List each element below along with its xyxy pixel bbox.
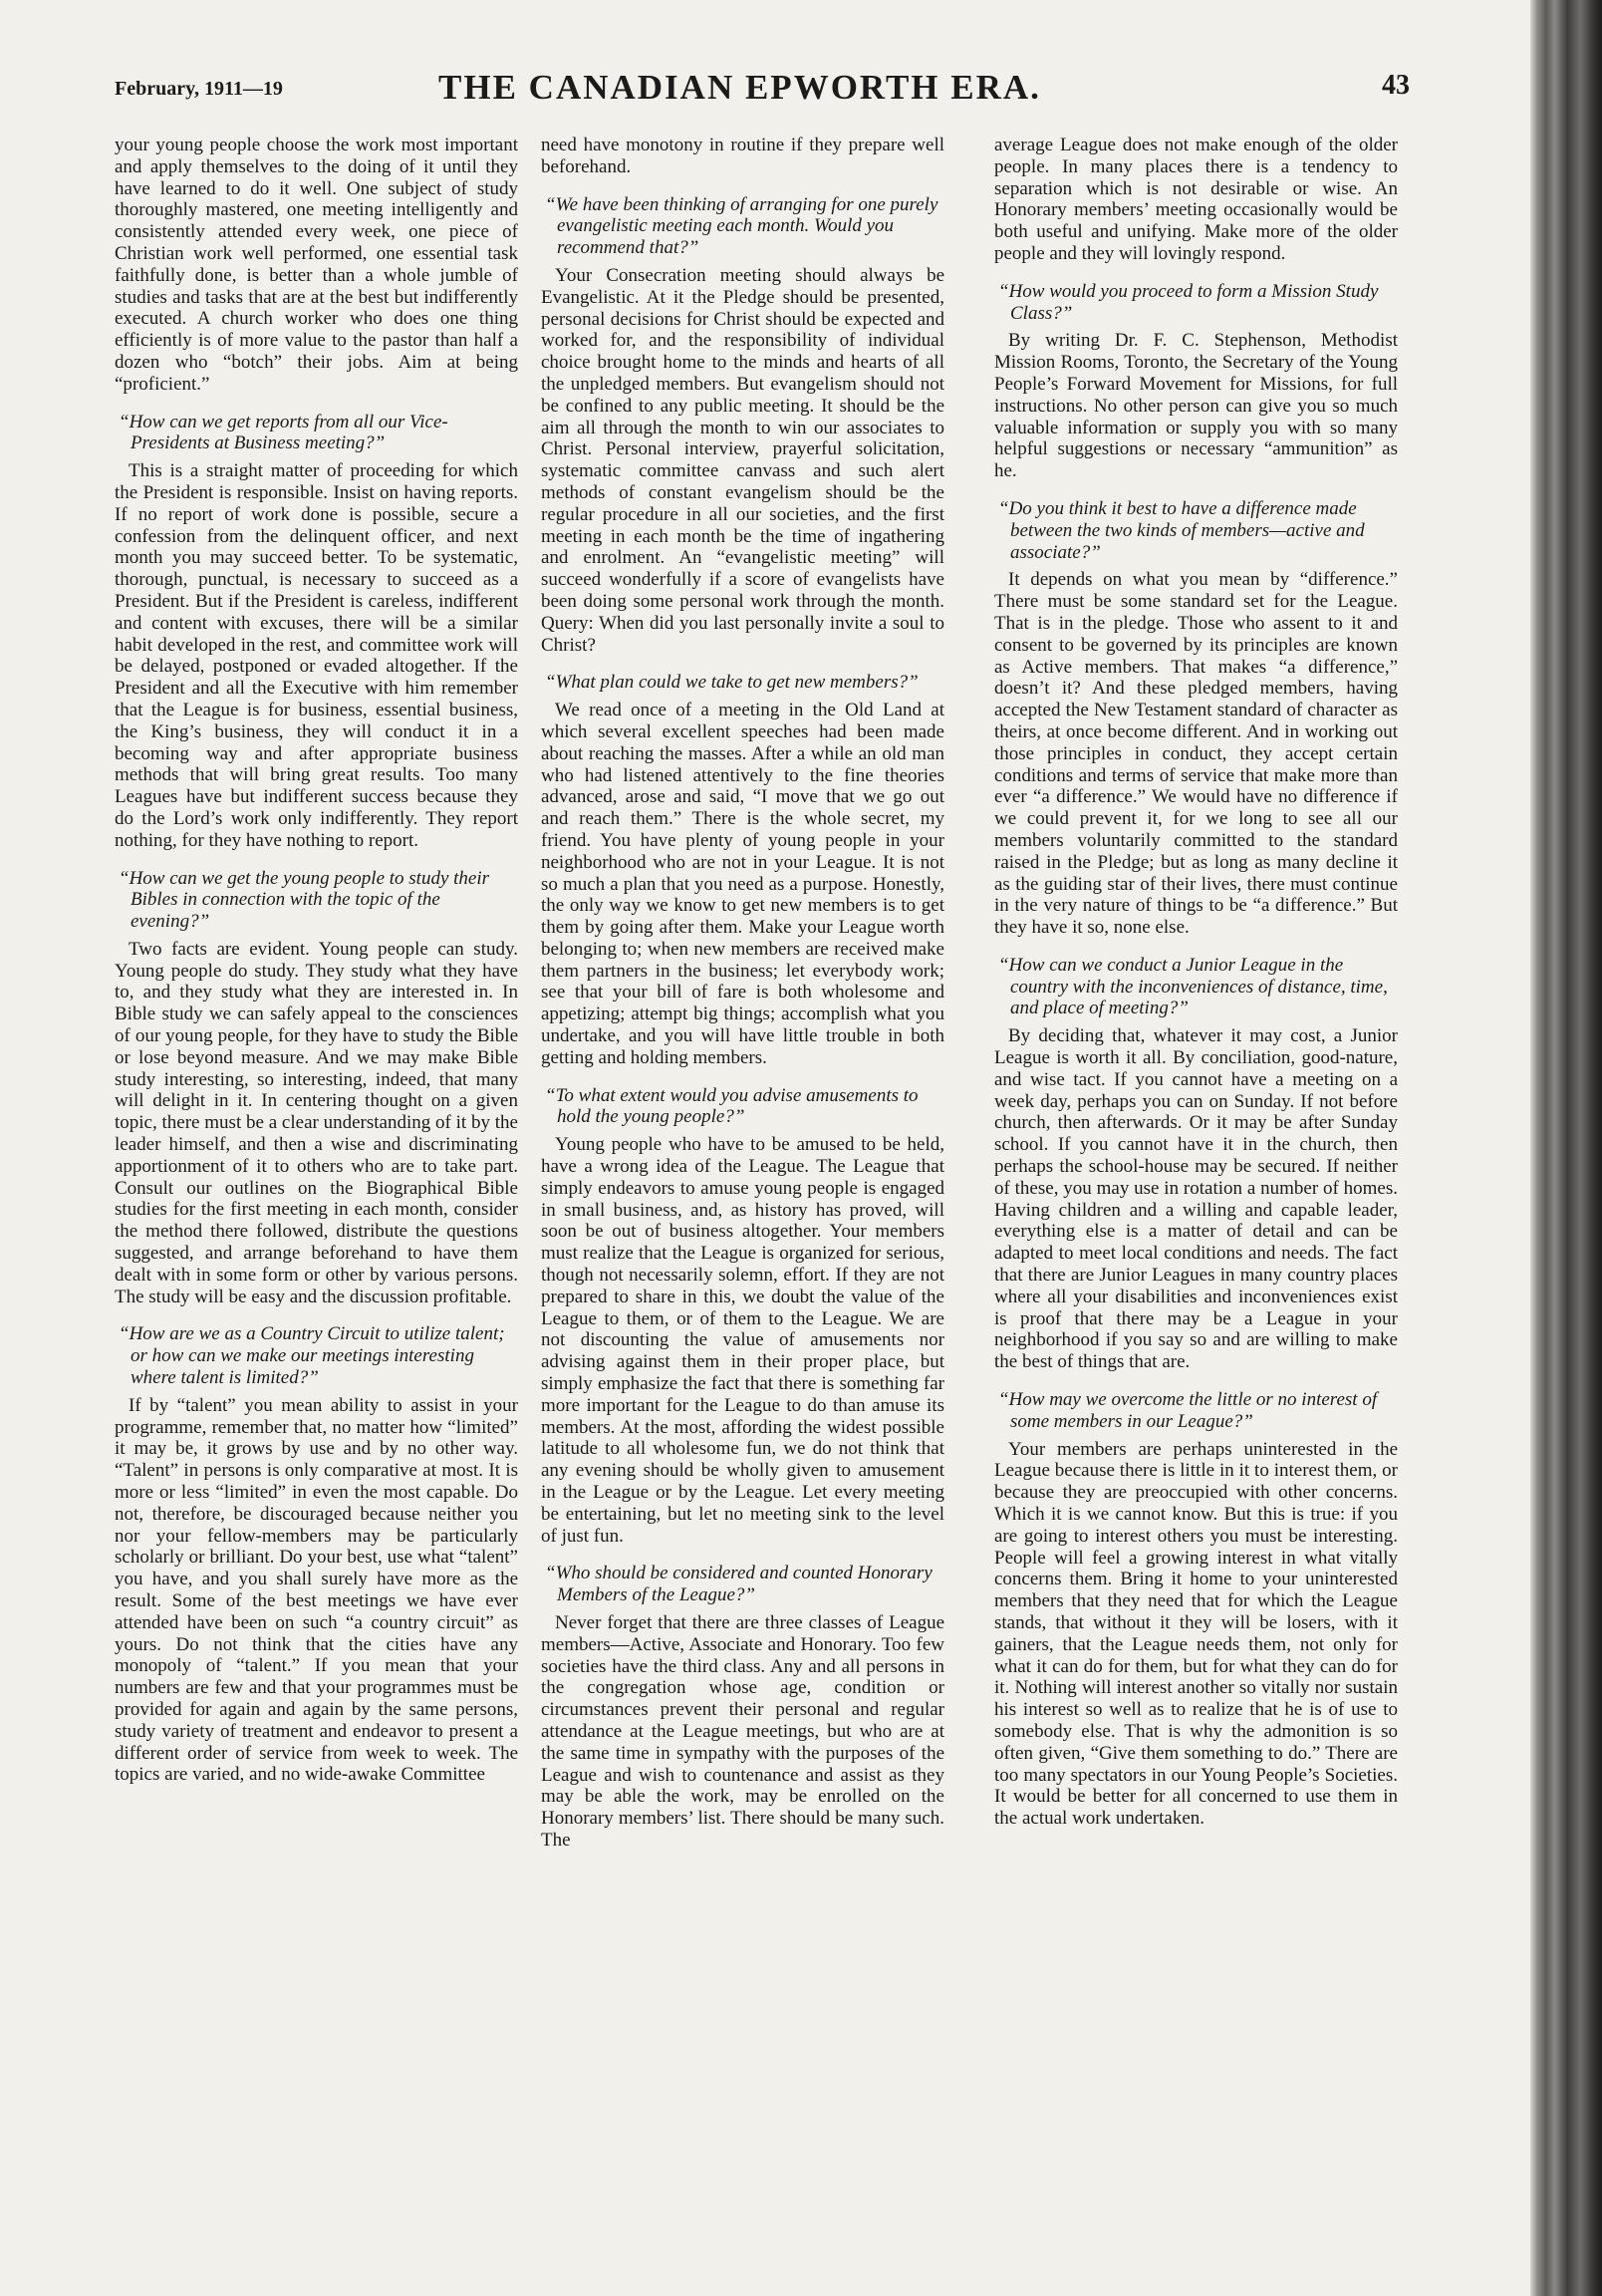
answer-paragraph: need have monotony in routine if they prepare well beforehand. [541, 135, 944, 177]
answer-paragraph: Young people who have to be amused to be held, have a wrong idea of the League. The League that simply endeavors to amuse young people is engaged in small business, and, as history has proved, will soon be out of business altogether. Your members must realize that the League is organized for serious, though not necessarily solemn, effort. If they are not prepared to share in this, we doubt the value of the League to them, or of them to the League. We are not discounting the value of amusements nor advising against them in their proper place, but simply emphasize the fact that there is something far more important for the League to do than amuse its members. At the most, affording the widest possible latitude to all wholesome fun, we do not think that any evening should be wholly given to amusement in the League or by the League. Let every meeting be entertaining, but let no meeting sink to the level of just fun. [541, 1134, 944, 1547]
issue-date: February, 1911—19 [115, 78, 283, 100]
answer-paragraph: We read once of a meeting in the Old Land at which several excellent speeches had been made about reaching the masses. After a while an old man who had listened attentively to the fine theories advanced, arose and said, “I move that we go out and reach them.” There is the whole secret, my friend. You have plenty of young people in your neighborhood who are not in your League. It is not so much a plan that you need as a purpose. Honestly, the only way we know to get new members is to get them by going after them. Make your League worth belonging to; when new members are received make them partners in the business; let everybody work; see that your bill of fare is both wholesome and appetizing; attempt big things; accomplish what you undertake, and you will have little trouble in both getting and holding members. [541, 700, 944, 1068]
answer-paragraph: By writing Dr. F. C. Stephenson, Methodist Mission Rooms, Toronto, the Secretary of the Young People’s Forward Movement for Missions, for full instructions. No other person can give you so much valuable information or supply you with so many helpful suggestions or necessary “ammunition” as he. [994, 330, 1398, 482]
answer-paragraph: average League does not make enough of the older people. In many places there is a tendency to separation which is not desirable or wise. An Honorary members’ meeting occasionally would be both useful and unifying. Make more of the older people and they will lovingly respond. [994, 135, 1398, 264]
question-heading: “How are we as a Country Circuit to utilize talent; or how can we make our meetings interesting where talent is limited?” [119, 1323, 505, 1389]
question-heading: “Who should be considered and counted Honorary Members of the League?” [545, 1563, 933, 1606]
question-heading: “Do you think it best to have a difference made between the two kinds of members—active and associate?” [998, 497, 1365, 563]
book-binding-edge [1530, 0, 1602, 2296]
question-heading: “What plan could we take to get new members?” [545, 672, 919, 694]
question-heading: “How can we get reports from all our Vice-Presidents at Business meeting?” [119, 411, 448, 454]
question-heading: “To what extent would you advise amusements to hold the young people?” [545, 1084, 919, 1128]
question-heading: “How can we get the young people to study their Bibles in connection with the topic of the evening?” [119, 867, 490, 933]
column-3 [994, 135, 1398, 2177]
answer-paragraph: Your members are perhaps uninterested in the League because there is little in it to interest them, or because they are preoccupied with other concerns. Which it is we cannot know. But this is true: if you are going to interest others you must be interesting. People will feel a growing interest in what vitally concerns them. Bring it home to your uninterested members that they need that for which the League stands, that without it they will be losers, with it gainers, that the League needs them, not only for what it can do for them, but for what they can do for it. Nothing will interest another so vitally nor sustain his interest so well as to realize that he is of use to somebody else. That is why the admonition is so often given, “Give them something to do.” There are too many spectators in our Young People’s Societies. It would be better for all concerned to use them in the actual work undertaken. [994, 1438, 1398, 1830]
answer-paragraph: By deciding that, whatever it may cost, a Junior League is worth it all. By conciliation, good-nature, and wise tact. If you cannot have a meeting on a week day, perhaps you can on Sunday. If not before church, then afterwards. Or it may be after Sunday school. If you cannot have it in the church, then perhaps the school-house may be secured. If neither of these, you may use in rotation a number of homes. Having children and a willing and capable leader, everything else is a matter of detail and can be adapted to meet local conditions and needs. The fact that there are Junior Leagues in many country places where all your disabilities and inconveniences exist is proof that there may be a League in your neighborhood if you say so and are willing to make the best of things that are. [994, 1025, 1398, 1373]
column-2 [541, 135, 944, 2177]
answer-paragraph: Never forget that there are three classes of League members—Active, Associate and Honorary. Too few societies have the third class. Any and all persons in the congregation whose age, condition or circumstances prevent their personal and regular attendance at the League meetings, but who are at the same time in sympathy with the purposes of the League and wish to countenance and assist as they may be able the work, may be enrolled on the Honorary members’ list. There should be many such. The [541, 1612, 944, 1851]
answer-paragraph: This is a straight matter of proceeding for which the President is responsible. Insist on having reports. If no report of work done is possible, secure a confession from the delinquent officer, and next month you may succeed better. To be systematic, thorough, punctual, is necessary to succeed as a President. But if the President is careless, indifferent and content with excuses, there will be a similar habit developed in the rest, and committee work will be delayed, postponed or evaded altogether. If the President and all the Executive with him remember that the League is for business, essential business, the King’s business, they will conduct it in a becoming way and after appropriate business methods that will bring great results. Too many Leagues have but indifferent success because they do the Lord’s work only indifferently. They report nothing, for they have nothing to report. [115, 460, 518, 851]
page-header [115, 68, 1410, 118]
answer-paragraph: your young people choose the work most important and apply themselves to the doing of it until they have learned to do it well. One subject of study thoroughly mastered, one meeting intelligently and consistently attended every week, one piece of Christian work well performed, one essential task faithfully done, is better than a whole jumble of studies and tasks that are at the best but indifferently executed. A church worker who does one thing efficiently is of more value to the pastor than half a dozen who “botch” their jobs. Aim at being “proficient.” [115, 135, 518, 395]
column-1 [115, 135, 518, 2177]
magazine-title: THE CANADIAN EPWORTH ERA. [438, 68, 1041, 107]
answer-paragraph: Your Consecration meeting should always be Evangelistic. At it the Pledge should be presented, personal decisions for Christ should be expected and worked for, and the responsibility of individual choice brought home to the minds and hearts of all the unpledged members. But evangelism should not be confined to any public meeting. It should be the aim all through the month to win our associates to Christ. Personal interview, prayerful solicitation, systematic committee canvass and such alert methods of constant evangelism should be the regular procedure in all our societies, and the first meeting in each month be the time of ingathering and enrolment. An “evangelistic meeting” will succeed wonderfully if a score of evangelists have been doing some personal work through the month. Query: When did you last personally invite a soul to Christ? [541, 264, 944, 656]
answer-paragraph: If by “talent” you mean ability to assist in your programme, remember that, no matter how “limited” it may be, it grows by use and by no other way. “Talent” in persons is only comparative at most. It is more or less “limited” in even the most capable. Do not, therefore, be discouraged because neither you nor your fellow-members may be particularly scholarly or brilliant. Do your best, use what “talent” you have, and you shall surely have more as the result. Some of the best meetings we have ever attended have been on such “a country circuit” as yours. Do not think that the cities have any monopoly of “talent.” If you mean that your numbers are few and that your programmes must be provided for again and again by the same persons, study variety of treatment and endeavor to present a different order of service from week to week. The topics are varied, and no wide-awake Committee [115, 1394, 518, 1786]
question-heading: “We have been thinking of arranging for one purely evangelistic meeting each month. Would you recommend that?” [545, 193, 938, 259]
answer-paragraph: Two facts are evident. Young people can study. Young people do study. They study what they have to, and they study what they are interested in. In Bible study we can safely appeal to the consciences of our young people, for they have to study the Bible or lose beyond measure. And we may make Bible study interesting, so interesting, indeed, that many will delight in it. In centering thought on a given topic, there must be a clear understanding of it by the leader himself, and then a wise and discriminating apportionment of it to others who are to take part. Consult our outlines on the Biographical Bible studies for the first meeting in each month, consider the method there followed, distribute the questions suggested, and arrange beforehand to have them dealt with in some form or other by various persons. The study will be easy and the discussion profitable. [115, 938, 518, 1307]
answer-paragraph: It depends on what you mean by “difference.” There must be some standard set for the League. That is in the pledge. Those who assent to it and consent to be governed by its principles are known as Active members. That makes “a difference,” doesn’t it? And these pledged members, having accepted the New Testament standard of character as theirs, at once become different. And in working out those principles in conduct, they accept certain conditions and terms of service that make more than ever “a difference.” We would have no difference if we could prevent it, for we long to see all our members voluntarily committed to the standard raised in the Pledge; but as long as many decline it as the guiding star of their lives, there must continue in the very nature of things to be “a difference.” But they have it so, none else. [994, 569, 1398, 939]
question-heading: “How would you proceed to form a Mission Study Class?” [998, 280, 1379, 324]
page-number: 43 [1382, 70, 1410, 101]
question-heading: “How can we conduct a Junior League in the country with the inconveniences of distance, time, and place of meeting?” [998, 954, 1388, 1019]
question-heading: “How may we overcome the little or no interest of some members in our League?” [998, 1389, 1378, 1432]
